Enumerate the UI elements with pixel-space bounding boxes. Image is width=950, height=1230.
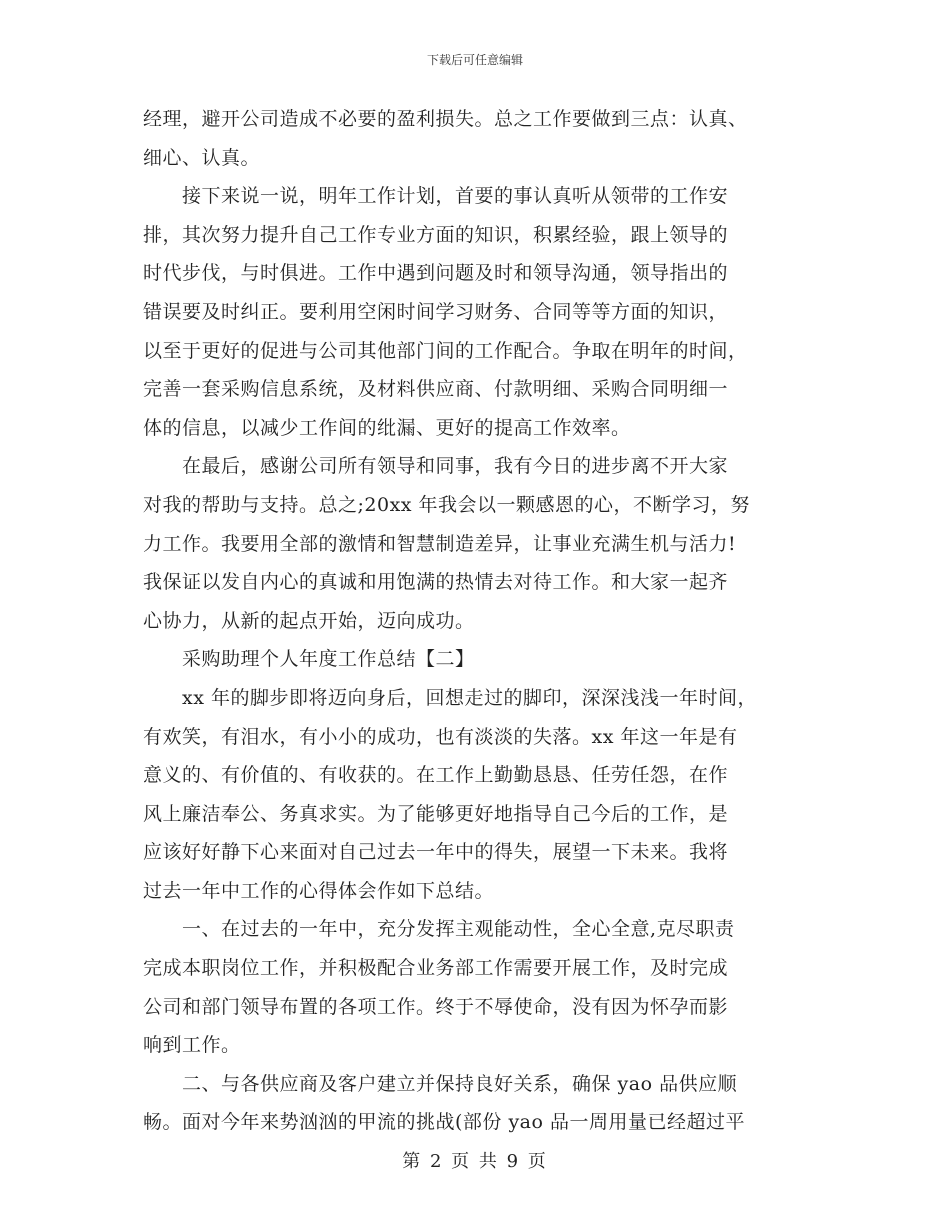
text-line: 排，其次努力提升自己工作专业方面的知识，积累经验，跟上领导的 — [143, 223, 729, 246]
text-line: 在最后，感谢公司所有领导和同事，我有今日的进步离不开大家 — [143, 455, 729, 478]
text-line: 畅。面对今年来势汹汹的甲流的挑战(部份 yao 品一周用量已经超过平 — [143, 1111, 745, 1134]
text-line: 经理，避开公司造成不必要的盈利损失。总之工作要做到三点：认真、 — [143, 108, 748, 130]
text-line: 错误要及时纠正。要利用空闲时间学习财务、合同等等方面的知识， — [143, 300, 729, 323]
text-line: 时代步伐，与时俱进。工作中遇到问题及时和领导沟通，领导指出的 — [143, 262, 729, 285]
text-line: 意义的、有价值的、有收获的。在工作上勤勤恳恳、任劳任怨，在作 — [143, 764, 729, 787]
text-line: 接下来说一说，明年工作计划，首要的事认真听从领带的工作安 — [143, 185, 729, 208]
text-line: 对我的帮助与支持。总之;20xx 年我会以一颗感恩的心，不断学习，努 — [143, 493, 751, 516]
section-heading: 采购助理个人年度工作总结【二】 — [143, 648, 475, 671]
text-line: xx 年的脚步即将迈向身后，回想走过的脚印，深深浅浅一年时间， — [143, 686, 757, 709]
text-line: 公司和部门领导布置的各项工作。终于不辱使命，没有因为怀孕而影 — [143, 995, 729, 1018]
text-line: 心协力，从新的起点开始，迈向成功。 — [143, 609, 475, 632]
text-line: 过去一年中工作的心得体会作如下总结。 — [143, 879, 495, 902]
text-line: 应该好好静下心来面对自己过去一年中的得失，展望一下未来。我将 — [143, 841, 729, 864]
text-line: 响到工作。 — [143, 1034, 241, 1057]
text-line: 我保证以发自内心的真诚和用饱满的热情去对待工作。和大家一起齐 — [143, 571, 729, 594]
page-number-footer: 第 2 页 共 9 页 — [402, 1151, 548, 1172]
text-line: 细心、认真。 — [143, 146, 261, 169]
text-line: 完善一套采购信息系统，及材料供应商、付款明细、采购合同明细一 — [143, 378, 729, 401]
text-line: 有欢笑，有泪水，有小小的成功，也有淡淡的失落。xx 年这一年是有 — [143, 725, 738, 748]
text-line: 力工作。我要用全部的激情和智慧制造差异，让事业充满生机与活力! — [143, 532, 737, 555]
text-line: 体的信息，以减少工作间的纰漏、更好的提高工作效率。 — [143, 416, 631, 439]
text-line: 完成本职岗位工作，并积极配合业务部工作需要开展工作，及时完成 — [143, 957, 729, 980]
text-line: 一、在过去的一年中，充分发挥主观能动性，全心全意,克尽职责 — [143, 918, 735, 941]
text-line: 以至于更好的促进与公司其他部门间的工作配合。争取在明年的时间， — [143, 339, 748, 362]
page-header: 下载后可任意编辑 — [426, 53, 523, 67]
text-line: 风上廉洁奉公、务真求实。为了能够更好地指导自己今后的工作，是 — [143, 802, 729, 825]
text-line: 二、与各供应商及客户建立并保持良好关系，确保 yao 品供应顺 — [143, 1072, 738, 1095]
document-body — [143, 100, 809, 1142]
